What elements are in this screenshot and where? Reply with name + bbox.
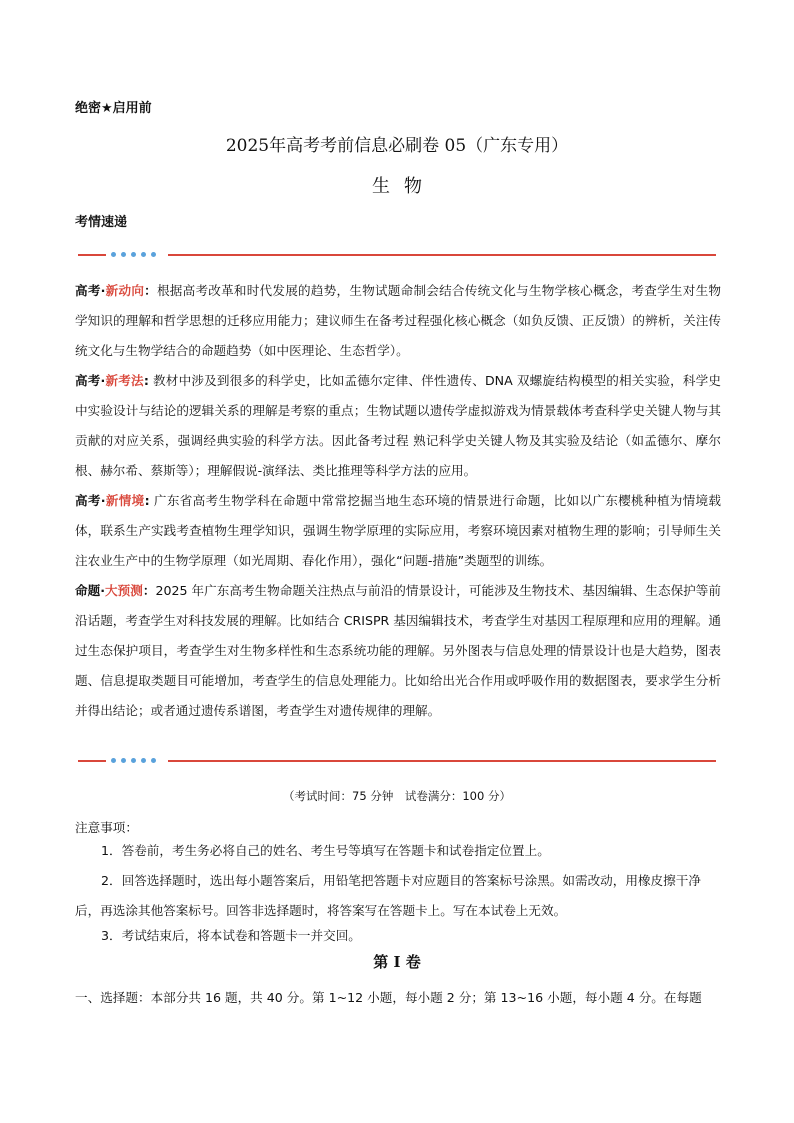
dot-icon [141,758,146,763]
para-label-suffix: : [143,373,149,388]
dot-icon [111,758,116,763]
para-text: 广东省高考生物学科在命题中常常挖掘当地生态环境的情景进行命题，比如以广东樱桃种植为情境载体，联系生产实践考查植物生理学知识，强调生物学原理的实际应用，考察环境因素对植物生理的影响；引导师生关注农业生产中的生物学原理（如光周期、春化作用），强化“问题-措施”类题型的训练。 [75,493,721,568]
para-label-suffix: : [144,493,150,508]
dot-icon [121,252,126,257]
para-label-prefix: 高考· [75,283,106,298]
para-label-red: 大预测 [105,583,143,598]
note-item: 3．考试结束后，将本试卷和答题卡一并交回。 [101,928,361,943]
para-text: 根据高考改革和时代发展的趋势，生物试题命制会结合传统文化与生物学核心概念，考查学生对生物学知识的理解和哲学思想的迁移应用能力；建议师生在备考过程强化核心概念（如负反馈、正反馈）的辨析，关注传统文化与生物学结合的命题趋势（如中医理论、生态哲学）。 [75,283,721,358]
kaoqing-paragraph-new-method [75,366,721,486]
para-label-suffix: ： [142,583,156,598]
para-label-red: 新考法 [105,373,144,388]
dot-icon [121,758,126,763]
secret-label: 绝密★启用前 [75,101,152,116]
divider-line-right [168,760,716,762]
dot-icon [151,252,156,257]
divider-bottom [78,757,716,765]
exam-time-info: （考试时间：75 分钟 试卷满分：100 分） [283,789,511,803]
page-title: 2025年高考考前信息必刷卷 05（广东专用） [225,136,569,156]
para-label-prefix: 高考· [75,373,106,388]
section-heading: 一、选择题：本部分共 16 题，共 40 分。第 1~12 小题，每小题 2 分；第 13~16 小题，每小题 4 分。在每题 [75,990,702,1005]
para-label-prefix: 高考· [75,493,106,508]
para-text: 教材中涉及到很多的科学史，比如孟德尔定律、伴性遗传、DNA 双螺旋结构模型的相关实验，科学史中实验设计与结论的逻辑关系的理解是考察的重点；生物试题以遗传学虚拟游戏为情景载体考查科学史关键人物与其贡献的对应关系，强调经典实验的科学方法。因此备考过程 熟记科学史关键人物及其实验及结论（如孟德尔、摩尔根、赫尔希、蔡斯等）；理解假说-演绎法、类比推理等科学方法的应用。 [75,373,721,478]
notes-title: 注意事项： [75,820,138,835]
para-label-prefix: 命题· [75,583,105,598]
dot-icon [131,252,136,257]
dot-icon [141,252,146,257]
kaoqing-paragraph-prediction [75,576,721,726]
divider-line-left [78,254,106,256]
divider-line-right [168,254,716,256]
note-item: 1．答卷前，考生务必将自己的姓名、考生号等填写在答题卡和试卷指定位置上。 [101,843,550,858]
para-label-suffix: ： [144,283,157,298]
dot-icon [151,758,156,763]
dot-icon [131,758,136,763]
divider-top [78,251,716,259]
divider-line-left [78,760,106,762]
para-text: 2025 年广东高考生物命题关注热点与前沿的情景设计，可能涉及生物技术、基因编辑、生态保护等前沿话题，考查学生对科技发展的理解。比如结合 CRISPR 基因编辑技术，考查学生对基因工程原理和应用的理解。通过生态保护项目，考查学生对生物多样性和生态系统功能的理解。另外图表与信息处理的情景设计也是大趋势，图表题、信息提取类题目可能增加，考查学生的信息处理能力。比如给出光合作用或呼吸作用的数据图表，要求学生分析并得出结论；或者通过遗传系谱图，考查学生对遗传规律的理解。 [75,583,721,718]
note-item: 2．回答选择题时，选出每小题答案后，用铅笔把答题卡对应题目的答案标号涂黑。如需改动，用橡皮擦干净后，再选涂其他答案标号。回答非选择题时，将答案写在答题卡上。写在本试卷上无效。 [75,873,701,918]
kaoqing-paragraph-new-trend [75,276,721,366]
para-label-red: 新情境 [105,493,145,508]
volume-heading: 第 I 卷 [373,953,421,971]
subject-title: 生物 [372,176,436,197]
kaoqing-paragraph-new-context [75,486,721,576]
kaoqing-heading: 考情速递 [75,215,128,230]
para-label-red: 新动向 [105,283,145,298]
dot-icon [111,252,116,257]
